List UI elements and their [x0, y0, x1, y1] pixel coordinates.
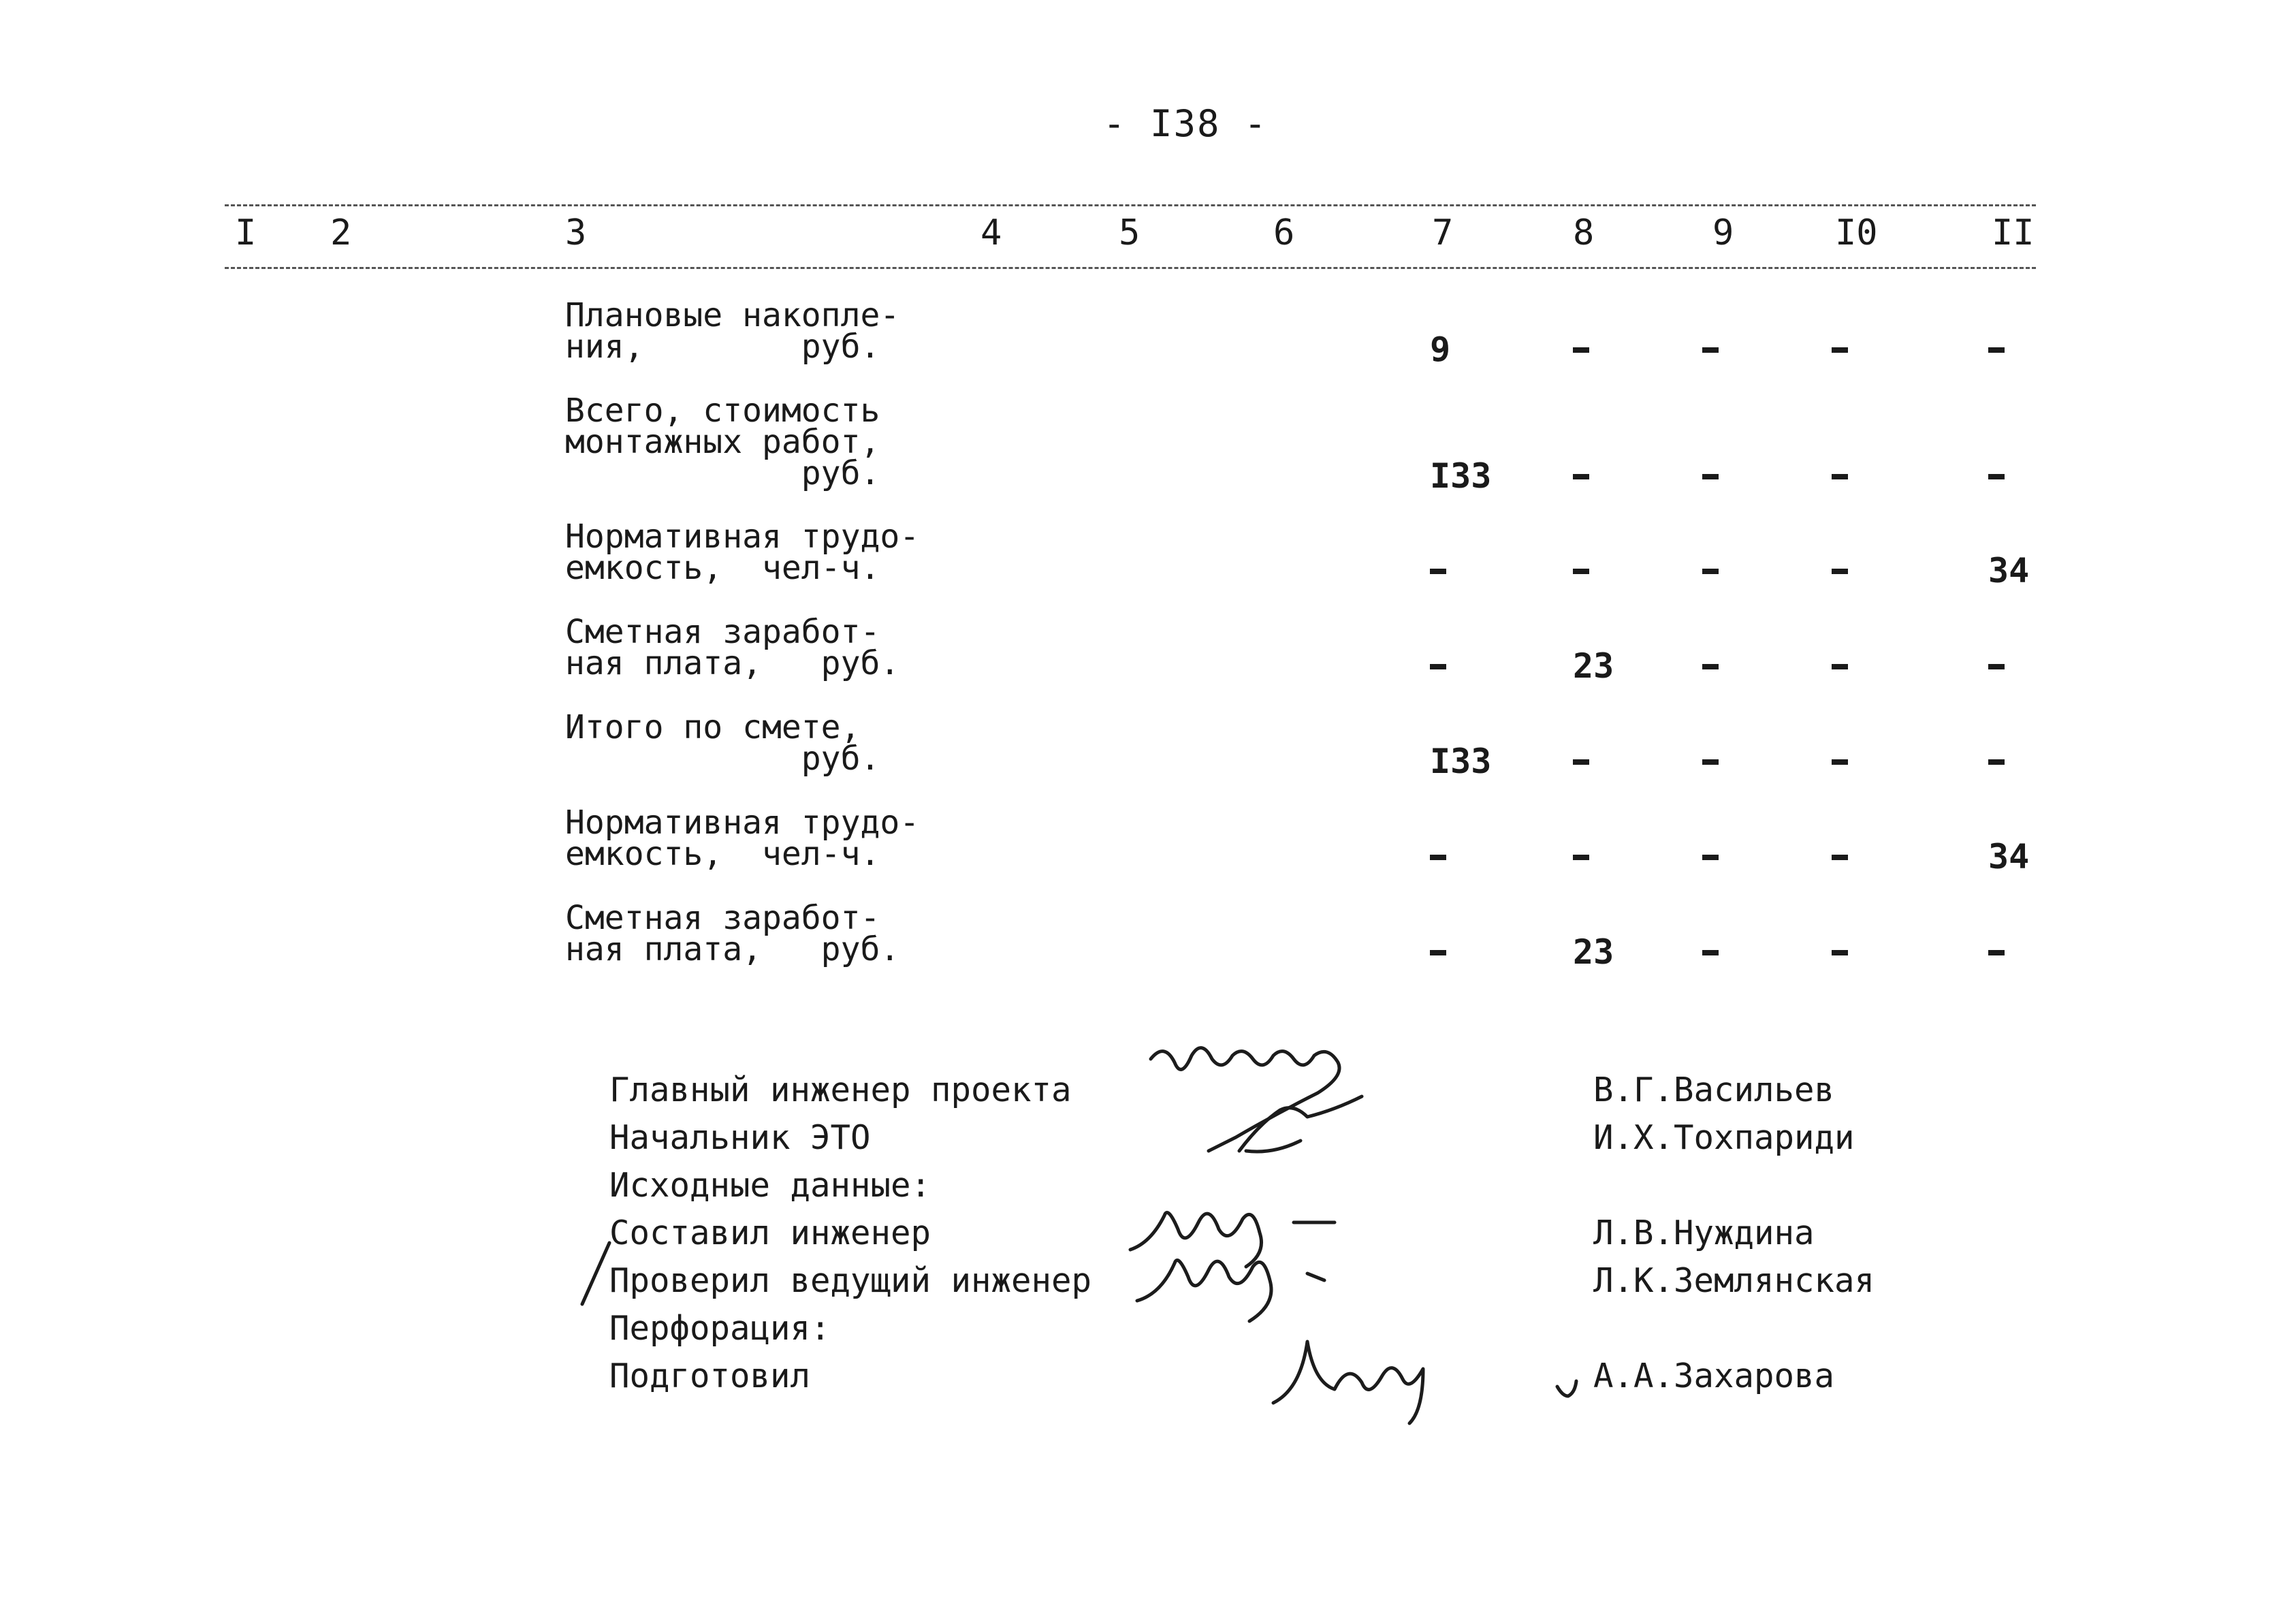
margin-stroke — [579, 1239, 613, 1308]
column-header-8: 8 — [1573, 212, 1595, 253]
row-description — [565, 804, 920, 873]
handwritten-signature-chief-engineer — [1144, 1039, 1471, 1175]
table-cell-col-7 — [1430, 664, 1446, 669]
table-cell-col-8: 23 — [1573, 646, 1614, 686]
table-cell-col-8 — [1573, 474, 1589, 479]
row-description-line: емкость, чел-ч. — [565, 835, 880, 873]
table-cell-col-10 — [1832, 950, 1848, 955]
table-cell-col-10 — [1832, 759, 1848, 765]
column-header-7: 7 — [1432, 212, 1454, 253]
table-cell-col-10 — [1832, 347, 1848, 353]
table-cell-col-8 — [1573, 347, 1589, 353]
table-cell-col-9 — [1702, 347, 1719, 353]
table-cell-col-11 — [1988, 347, 2005, 353]
check-mark — [1554, 1374, 1581, 1402]
row-description-line: Всего, стоимость — [565, 392, 880, 430]
table-cell-col-7 — [1430, 855, 1446, 860]
table-cell-col-8 — [1573, 569, 1589, 574]
table-cell-col-8 — [1573, 759, 1589, 765]
column-header-4: 4 — [980, 212, 1002, 253]
table-cell-col-11: 34 — [1988, 837, 2030, 876]
table-cell-col-7 — [1430, 569, 1446, 574]
signature-title-compiled-by: Составил инженер — [609, 1214, 931, 1252]
table-cell-col-9 — [1702, 950, 1719, 955]
table-cell-col-11 — [1988, 759, 2005, 765]
signature-title-prepared-by: Подготовил — [609, 1357, 811, 1395]
table-cell-col-10 — [1832, 664, 1848, 669]
table-cell-col-9 — [1702, 759, 1719, 765]
signature-name-nuzhdina: Л.В.Нуждина — [1593, 1214, 1815, 1252]
page-number: - I38 - — [1103, 102, 1268, 145]
column-header-9: 9 — [1712, 212, 1734, 253]
column-header-5: 5 — [1119, 212, 1141, 253]
signature-name-tokhparidi: И.Х.Тохпариди — [1593, 1118, 1855, 1157]
table-cell-col-11 — [1988, 474, 2005, 479]
column-header-1: I — [235, 212, 257, 253]
handwritten-signature-prepared-by — [1266, 1328, 1444, 1423]
table-cell-col-8 — [1573, 855, 1589, 860]
table-cell-col-10 — [1832, 569, 1848, 574]
table-cell-col-11 — [1988, 950, 2005, 955]
signature-name-zemlyanskaya: Л.К.Землянская — [1593, 1261, 1875, 1300]
table-cell-col-11: 34 — [1988, 551, 2030, 590]
column-header-10: I0 — [1835, 212, 1878, 253]
table-cell-col-7: 9 — [1430, 330, 1451, 369]
column-header-11: II — [1992, 212, 2035, 253]
row-description-line: Плановые накопле- — [565, 296, 900, 334]
row-description-line: Итого по смете, — [565, 708, 861, 746]
table-header-rule — [225, 267, 2036, 269]
table-cell-col-7 — [1430, 950, 1446, 955]
signature-title-source-data: Исходные данные: — [609, 1166, 931, 1205]
column-header-2: 2 — [330, 212, 352, 253]
table-cell-col-11 — [1988, 664, 2005, 669]
table-cell-col-9 — [1702, 855, 1719, 860]
row-description — [565, 296, 900, 366]
table-cell-col-8: 23 — [1573, 932, 1614, 972]
row-description — [565, 899, 900, 968]
row-description — [565, 392, 880, 492]
row-description-line: Нормативная трудо- — [565, 804, 920, 842]
table-cell-col-9 — [1702, 569, 1719, 574]
table-top-rule — [225, 204, 2036, 206]
row-description-line: емкость, чел-ч. — [565, 549, 880, 587]
signature-title-chief-engineer: Главный инженер проекта — [609, 1071, 1072, 1109]
row-description — [565, 613, 900, 682]
table-cell-col-10 — [1832, 855, 1848, 860]
signature-title-eto-head: Начальник ЭТО — [609, 1118, 871, 1157]
row-description-line: ния, руб. — [565, 328, 880, 366]
signature-name-vasiliev: В.Г.Васильев — [1593, 1071, 1835, 1109]
table-cell-col-9 — [1702, 664, 1719, 669]
column-header-3: 3 — [565, 212, 587, 253]
row-description — [565, 518, 920, 587]
table-cell-col-9 — [1702, 474, 1719, 479]
handwritten-signature-checked-by — [1130, 1243, 1389, 1331]
row-description-line: Сметная заработ- — [565, 899, 880, 937]
signature-title-checked-by: Проверил ведущий инженер — [609, 1261, 1092, 1300]
table-cell-col-7: I33 — [1430, 456, 1492, 496]
row-description — [565, 708, 880, 778]
row-description-line: Нормативная трудо- — [565, 518, 920, 556]
column-header-6: 6 — [1273, 212, 1295, 253]
row-description-line: ная плата, руб. — [565, 644, 900, 682]
row-description-line: Сметная заработ- — [565, 613, 880, 651]
signature-name-zakharova: А.А.Захарова — [1593, 1357, 1835, 1395]
row-description-line: руб. — [565, 740, 880, 778]
signature-title-perforation: Перфорация: — [609, 1309, 831, 1348]
table-cell-col-7: I33 — [1430, 742, 1492, 781]
table-cell-col-10 — [1832, 474, 1848, 479]
row-description-line: монтажных работ, — [565, 423, 880, 461]
row-description-line: ная плата, руб. — [565, 930, 900, 968]
row-description-line: руб. — [565, 454, 880, 492]
